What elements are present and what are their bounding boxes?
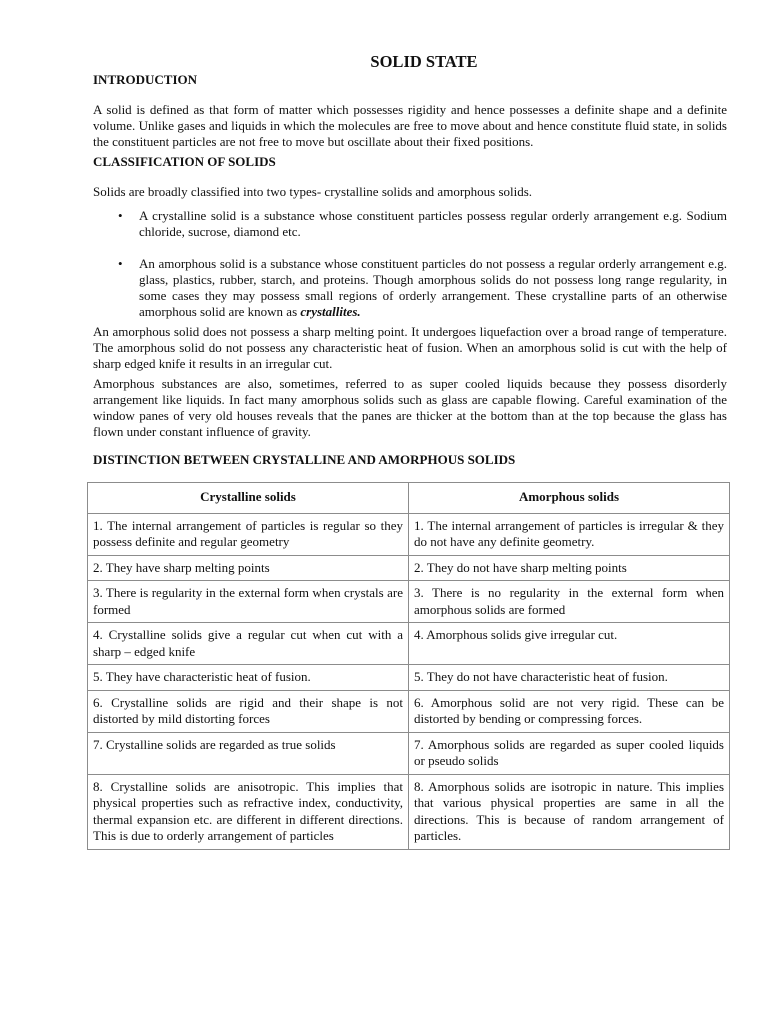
bullet-crystalline-text: A crystalline solid is a substance whose constituent particles possess regular orderly arrangement e.g. Sodium chloride, sucrose, diamond etc. <box>139 208 727 239</box>
intro-paragraph: A solid is defined as that form of matter which possesses rigidity and hence possesses a definite shape and a definite volume. Unlike gases and liquids in which the molecules are free to move about and hence constitute fluid state, in solids the constituent particles are not free to move but oscillate about their fixed positions. <box>93 102 727 149</box>
cell-amorphous: 7. Amorphous solids are regarded as super cooled liquids or pseudo solids <box>409 732 730 774</box>
classification-list <box>93 208 727 240</box>
table-row <box>88 690 730 732</box>
cell-crystalline: 7. Crystalline solids are regarded as true solids <box>88 732 409 774</box>
table-row <box>88 513 730 555</box>
cell-amorphous: 5. They do not have characteristic heat of fusion. <box>409 665 730 691</box>
cell-crystalline: 1. The internal arrangement of particles is regular so they possess definite and regular geometry <box>88 513 409 555</box>
cell-crystalline: 5. They have characteristic heat of fusion. <box>88 665 409 691</box>
intro-section <box>93 72 727 88</box>
table-row <box>88 665 730 691</box>
cell-crystalline: 6. Crystalline solids are rigid and their shape is not distorted by mild distorting forces <box>88 690 409 732</box>
classification-heading-block <box>93 154 727 170</box>
distinction-heading: DISTINCTION BETWEEN CRYSTALLINE AND AMORPHOUS SOLIDS <box>93 452 516 467</box>
column-header-crystalline: Crystalline solids <box>88 483 409 514</box>
cell-amorphous: 2. They do not have sharp melting points <box>409 555 730 581</box>
table-row <box>88 732 730 774</box>
cell-amorphous: 1. The internal arrangement of particles is irregular & they do not have any definite geometry. <box>409 513 730 555</box>
list-item-amorphous <box>93 256 727 320</box>
classification-heading: CLASSIFICATION OF SOLIDS <box>93 154 276 169</box>
bullet-amorphous-text: An amorphous solid is a substance whose constituent particles do not possess a regular orderly arrangement e.g. glass, plastics, rubber, starch, and proteins. Though amorphous solids do not possess long range regularity, in some cases they may possess small regions of orderly arrangement. These crystalline parts of an otherwise amorphous solid are known as <box>139 256 727 319</box>
column-header-amorphous: Amorphous solids <box>409 483 730 514</box>
distinction-table <box>87 482 730 850</box>
classification-lead-block <box>93 184 727 200</box>
table-row <box>88 623 730 665</box>
page-title: SOLID STATE <box>370 52 478 71</box>
paragraph-supercooled-liquids: Amorphous substances are also, sometimes, referred to as super cooled liquids because they possess disorderly arrangement like liquids. In fact many amorphous solids such as glass are capable flowing. Careful examination of the window panes of very old houses reveals that the panes are thicker at the bottom than at the top because the glass has flown under constant influence of gravity. <box>93 376 727 439</box>
cell-amorphous: 6. Amorphous solid are not very rigid. These can be distorted by bending or compressing forces. <box>409 690 730 732</box>
cell-amorphous: 8. Amorphous solids are isotropic in nature. This implies that various physical properties are same in all the directions. This is because of random arrangement of particles. <box>409 774 730 849</box>
para-melting <box>93 324 727 372</box>
table-row <box>88 581 730 623</box>
intro-paragraph-block <box>93 102 727 150</box>
para-supercooled <box>93 376 727 440</box>
table-row <box>88 774 730 849</box>
table-row <box>88 555 730 581</box>
list-item-crystalline <box>93 208 727 240</box>
cell-crystalline: 3. There is regularity in the external form when crystals are formed <box>88 581 409 623</box>
paragraph-amorphous-melting: An amorphous solid does not possess a sharp melting point. It undergoes liquefaction over a broad range of temperature. The amorphous solid do not possess any characteristic heat of fusion. When an amorphous solid is cut with the help of sharp edged knife it results in an irregular cut. <box>93 324 727 371</box>
cell-crystalline: 2. They have sharp melting points <box>88 555 409 581</box>
classification-lead: Solids are broadly classified into two types- crystalline solids and amorphous solids. <box>93 184 533 199</box>
bullet-icon: • <box>118 208 123 223</box>
table-header-row <box>88 483 730 514</box>
crystallites-term: crystallites. <box>300 304 361 319</box>
cell-crystalline: 8. Crystalline solids are anisotropic. This implies that physical properties such as refractive index, conductivity, thermal expansion etc. are different in different directions. This is due to orderly arrangement of particles <box>88 774 409 849</box>
cell-amorphous: 3. There is no regularity in the external form when amorphous solids are formed <box>409 581 730 623</box>
cell-crystalline: 4. Crystalline solids give a regular cut when cut with a sharp – edged knife <box>88 623 409 665</box>
distinction-heading-block <box>93 452 727 468</box>
bullet-icon: • <box>118 256 123 271</box>
cell-amorphous: 4. Amorphous solids give irregular cut. <box>409 623 730 665</box>
classification-list-2 <box>93 256 727 320</box>
intro-heading: INTRODUCTION <box>93 72 198 87</box>
